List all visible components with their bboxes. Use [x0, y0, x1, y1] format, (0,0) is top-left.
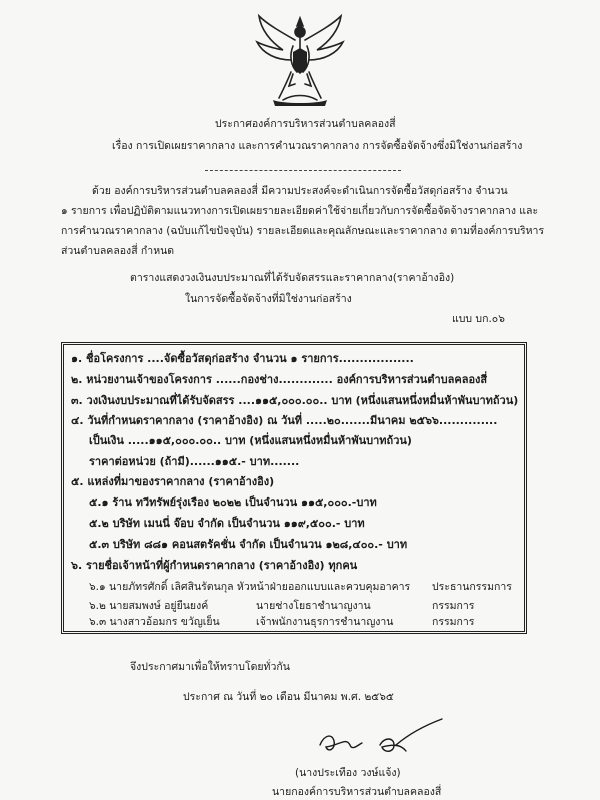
committee-position-2: นายช่างโยธาชำนาญงาน	[256, 600, 371, 612]
committee-position-3: เจ้าพนักงานธุรการชำนาญงาน	[256, 616, 394, 628]
table-subtitle: ในการจัดซื้อจัดจ้างที่มิใช่งานก่อสร้าง	[185, 293, 352, 305]
committee-role-1: ประธานกรรมการ	[432, 581, 512, 593]
intro-line-2: ๑ รายการ เพื่อปฏิบัติตามแนวทางการเปิดเผยรายละเอียดค่าใช้จ่ายเกี่ยวกับการจัดซื้อจัดจ้างราคากลาง และ	[61, 205, 539, 217]
owner-unit: ๒. หน่วยงานเจ้าของโครงการ ......กองช่าง............. องค์การบริหารส่วนตำบลคลองสี่	[71, 373, 488, 386]
form-code: แบบ บก.๐๖	[452, 313, 505, 325]
budget-amount: ๓. วงเงินงบประมาณที่ได้รับจัดสรร ....๑๑๕,๐๐๐.๐๐.. บาท (หนึ่งแสนหนึ่งหมื่นห้าพันบาทถ้วน)	[71, 394, 519, 407]
price-source-2: ๕.๒ บริษัท เมนนี่ จ๊อบ จำกัด เป็นจำนวน ๑๑๙,๕๐๐.- บาท	[89, 517, 365, 530]
price-source-1: ๕.๑ ร้าน ทวีทรัพย์รุ่งเรือง ๒๐๒๒ เป็นจำนวน ๑๑๕,๐๐๐.-บาท	[89, 496, 377, 509]
intro-line-1: ด้วย องค์การบริหารส่วนตำบลคลองสี่ มีความประสงค์จะดำเนินการจัดซื้อวัสดุก่อสร้าง จำนวน	[92, 185, 508, 197]
unit-price: ราคาต่อหน่วย (ถ้ามี)......๑๑๕.- บาท.......	[89, 455, 300, 468]
project-name: ๑. ชื่อโครงการ ....จัดซื้อวัสดุก่อสร้าง จำนวน ๑ รายการ..................	[71, 352, 414, 365]
separator-line	[205, 170, 401, 171]
intro-line-3: การคำนวณราคากลาง (ฉบับแก้ไขปัจจุบัน) รายละเอียดและคุณลักษณะและราคากลาง ตามที่องค์การบริหาร	[61, 225, 545, 237]
committee-heading: ๖. รายชื่อเจ้าหน้าที่ผู้กำหนดราคากลาง (ราคาอ้างอิง) ทุกคน	[71, 559, 358, 572]
signer-name: (นางประเทือง วงษ์แจ้ง)	[295, 767, 401, 779]
committee-role-2: กรรมการ	[432, 600, 475, 612]
table-title: ตารางแสดงวงเงินงบประมาณที่ได้รับจัดสรรและราคากลาง(ราคาอ้างอิง)	[130, 272, 455, 284]
committee-member-3: ๖.๓ นางสาวอ้อมกร ขวัญเย็น	[89, 616, 220, 628]
intro-line-4: ส่วนตำบลคลองสี่ กำหนด	[61, 245, 175, 257]
committee-member-1: ๖.๑ นายภัทรศักดิ์ เลิศสินรัตนกุล หัวหน้าฝ่ายออกแบบและควบคุมอาคาร	[89, 581, 411, 593]
price-total: เป็นเงิน .....๑๑๕,๐๐๐.๐๐.. บาท (หนึ่งแสนหนึ่งหมื่นห้าพันบาทถ้วน)	[89, 434, 412, 447]
subject-line: เรื่อง การเปิดเผยราคากลาง และการคำนวณราคากลาง การจัดซื้อจัดจ้างซึ่งมิใช่งานก่อสร้าง	[112, 140, 523, 152]
closing-line: จึงประกาศมาเพื่อให้ทราบโดยทั่วกัน	[130, 661, 290, 673]
garuda-emblem-icon	[253, 12, 347, 108]
price-source-3: ๕.๓ บริษัท ๘๘๑ คอนสตรัคชั่น จำกัด เป็นจำนวน ๑๒๘,๔๐๐.- บาท	[89, 538, 408, 551]
handwritten-signature	[310, 715, 450, 765]
committee-member-2: ๖.๒ นายสมพงษ์ อยู่ยืนยงค์	[89, 600, 209, 612]
org-announcement-title: ประกาศองค์การบริหารส่วนตำบลคลองสี่	[215, 118, 396, 130]
committee-role-3: กรรมการ	[432, 616, 475, 628]
signer-title: นายกองค์การบริหารส่วนตำบลคลองสี่	[272, 786, 442, 798]
price-source-heading: ๕. แหล่งที่มาของราคากลาง (ราคาอ้างอิง)	[71, 475, 275, 488]
price-date: ๔. วันที่กำหนดราคากลาง (ราคาอ้างอิง) ณ วันที่ .....๒๐.......มีนาคม ๒๕๖๖..............	[71, 414, 498, 427]
date-line: ประกาศ ณ วันที่ ๒๐ เดือน มีนาคม พ.ศ. ๒๕๖๕	[183, 691, 394, 703]
